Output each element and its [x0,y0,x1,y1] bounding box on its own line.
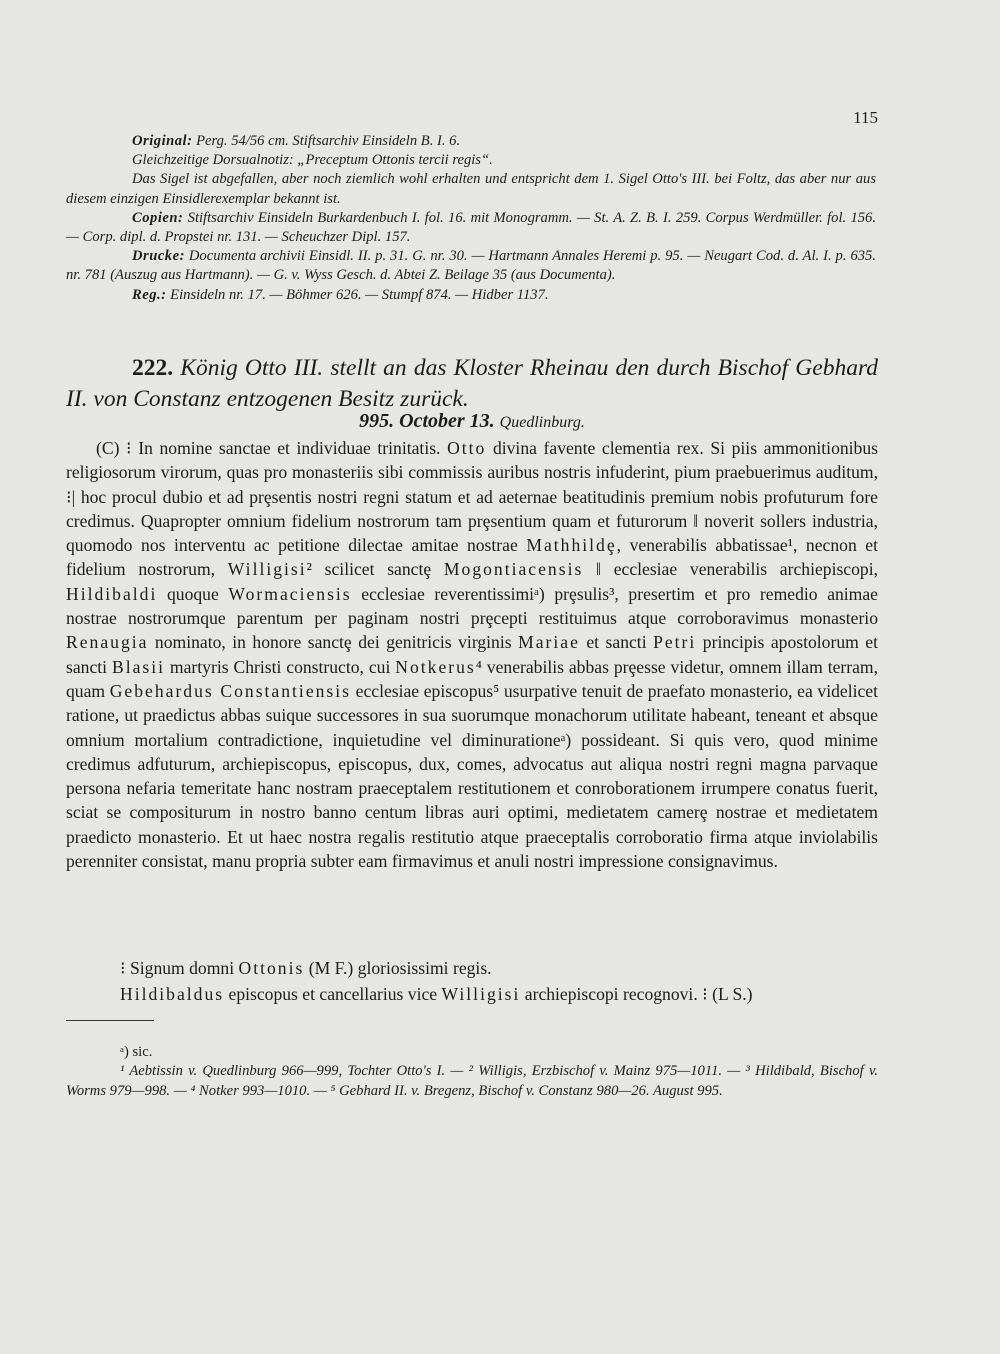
text-run: et sancti [579,632,654,653]
reg-label: Reg.: [132,286,167,303]
text-run: ecclesiae episcopus⁵ usurpative tenuit de praefato monasterio, ea videlicet ratione, ut praedictus abbas suique successores in sua suorumque monachorum utilitate habeant, teneant et absque omnium mortalium contradictione, inquietudine vel diminuratione [66,680,878,750]
name-blasii: Blasii [111,656,166,677]
text-run: (M F.) gloriosissimi regis. [304,958,492,978]
name-notkerus: Notkerus [395,656,476,677]
dorsual-note: Gleichzeitige Dorsualnotiz: „Preceptum Ottonis tercii regis“. [132,152,493,169]
footnote-divider [66,1020,154,1021]
copien-text: Stiftsarchiv Einsideln Burkardenbuch I. fol. 16. mit Monogramm. — St. A. Z. B. I. 259. Corpus Werdmüller. fol. 156. — Corp. dipl. d. Propstei nr. 131. — Scheuchzer Dipl. 157. [66,209,876,246]
text-run: (C) ⁝ In nomine sanctae et individuae trinitatis. [96,438,448,458]
original-label: Original: [132,133,193,149]
name-hildibaldus: Hildibaldus [120,984,225,1004]
name-mariae: Mariae [518,632,580,653]
reg-note [66,286,876,305]
archival-notes [66,132,876,305]
document-heading [66,353,878,415]
text-run: ‖ ecclesiae venerabilis archiepiscopi, [583,559,878,580]
footnote-numbered: ¹ Aebtissin v. Quedlinburg 966—999, Tochter Otto's I. — ² Willigis, Erzbischof v. Mainz 975—1011. — ³ Hildibald, Bischof v. Worms 979—998. — ⁴ Notker 993—1010. — ⁵ Gebhard II. v. Bregenz, Bischof v. Constanz 980—26. August 995. [66,1063,878,1099]
page-number: 115 [853,108,878,127]
text-run: , venerabilis abbatissae¹, necnon et fidelium nostrorum, [66,535,878,580]
place: Quedlinburg. [499,414,585,431]
charter-paragraph [66,436,878,873]
text-run: ᵃ) possideant. Si quis vero, quod minime credimus adfuturum, archiepiscopus, episcopus, dux, comes, advocatus aut aliqua nostri regni magna parvaque persona nefaria temeritate hanc nostram praeceptalem restitutionem et conroborationem irrumpere conatus fuerit, sciat se compositurum in nostro banno centum libras auri optimi, medietatem camerȩ nostrae et medietatem praedicto monasterio. Et ut haec nostra regalis restitutio atque praeceptalis corroboratio firma atque inviolabilis perenniter consistat, manu propria subter eam firmavimus et anuli nostri impressione consignavimus. [66,729,878,872]
heading-text: König Otto III. stellt an das Kloster Rheinau den durch Bischof Gebhard II. von Constanz entzogenen Besitz zurück. [66,355,878,412]
text-run: ecclesiae reverentissimi [351,583,535,604]
original-note [66,132,876,151]
text-run: ⁴ venerabilis abbas prȩesse videtur, omnem illam terram, quam [66,656,878,701]
name-wormaciensis: Wormaciensis [228,583,352,604]
name-hildibaldi: Hildibaldi [66,583,158,604]
sigel-note: Das Sigel ist abgefallen, aber noch ziemlich wohl erhalten und entspricht dem 1. Sigel Otto's III. bei Foltz, das aber nur aus diesem einzigen Einsidlerexemplar bekannt ist. [66,171,876,207]
text-run: ² scilicet sanctȩ [306,559,444,580]
drucke-note [66,247,876,285]
text-run: episcopus et cancellarius vice [224,984,442,1004]
recognition-line [66,981,878,1007]
document-number: 222. [132,355,174,381]
subscriptions [66,955,878,1007]
name-willigisi: Willigisi [227,559,307,580]
name-gebehardus: Gebehardus Constantiensis [109,680,352,701]
text-run: ⁝ Signum domni [120,958,239,978]
footnote-sic: ᵃ) sic. [120,1044,153,1060]
name-mathhilde: Mathhildȩ [526,535,617,556]
text-run: quoque [157,583,229,604]
text-run: principis apostolorum et sancti [66,632,878,677]
date: 995. October 13. [359,410,495,432]
name-otto: Otto [447,438,487,458]
reg-text: Einsideln nr. 17. — Böhmer 626. — Stumpf 874. — Hidber 1137. [166,286,549,303]
drucke-label: Drucke: [132,248,185,265]
charter-text [66,436,878,873]
text-run: martyris Christi constructo, cui [165,656,396,677]
copien-label: Copien: [132,209,184,226]
original-text: Perg. 54/56 cm. Stiftsarchiv Einsideln B. I. 6. [192,133,461,149]
text-run: nominato, in honore sanctȩ dei genitricis virginis [148,632,519,653]
footnotes [66,1043,878,1101]
name-willigisi: Willigisi [441,984,521,1004]
name-mogontiacensis: Mogontiacensis [443,559,584,580]
copien-note [66,209,876,247]
text-run: archiepiscopi recognovi. ⁝ (L S.) [520,984,753,1004]
name-ottonis: Ottonis [238,958,305,978]
dateline [66,410,878,433]
name-petri: Petri [653,632,697,653]
text-run: divina favente clementia rex. Si piis ammonitionibus religiosorum virorum, quas pro monasteriis sibi commissis auribus nostris infuderint, pium praebuerimus auditum, ⁝| hoc procul dubio et ad prȩsentis nostri regni statum et ad aeternae beatitudinis premium nobis profuturum fore credimus. Quapropter omnium fidelium nostrorum tam prȩsentium quam et futurorum ‖ noverit sollers industria, quomodo nos interventu ac petitione dilectae amitae nostrae [66,438,878,556]
name-renaugia: Renaugia [66,632,149,653]
signum-line [66,955,878,981]
text-run: ᵃ) prȩsulis³, presertim et pro remedio animae nostrae nostrorumque parentum per paginam nostri prȩcepti restituimus atque corroboravimus monasterio [66,583,878,629]
drucke-text: Documenta archivii Einsidl. II. p. 31. G. nr. 30. — Hartmann Annales Heremi p. 95. — Neugart Cod. d. Al. I. p. 635. nr. 781 (Auszug aus Hartmann). — G. v. Wyss Gesch. d. Abtei Z. Beilage 35 (aus Documenta). [66,248,876,284]
